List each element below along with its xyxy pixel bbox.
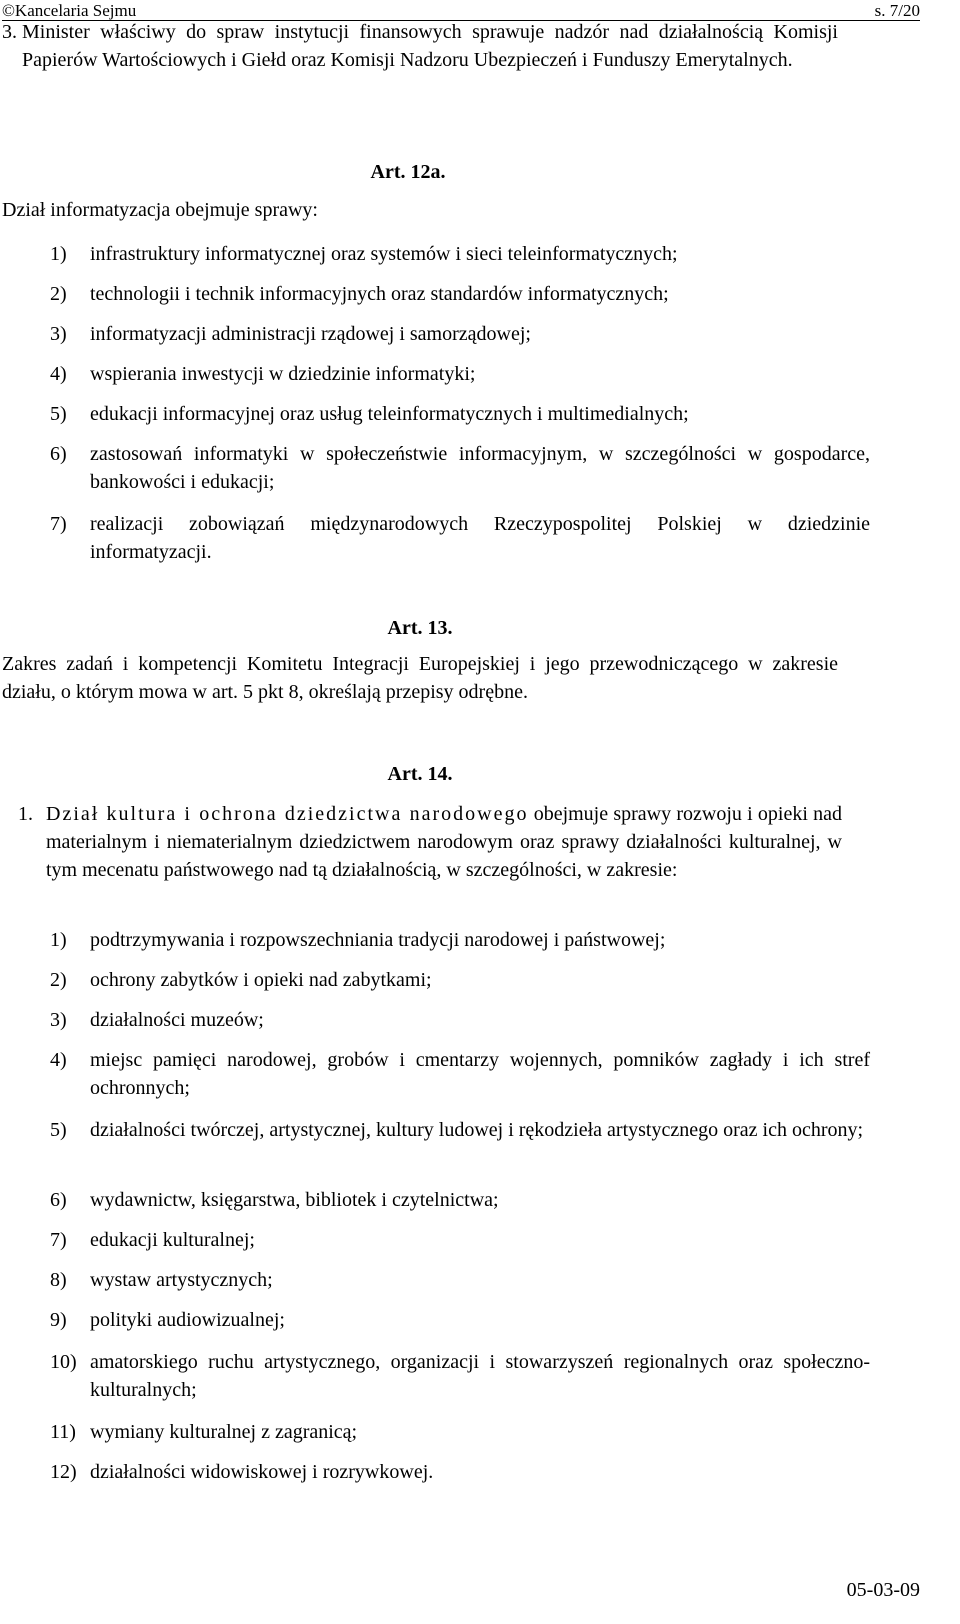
list-item-text: zastosowań informatyki w społeczeństwie informacyjnym, w szczególności w gospodarce, bankowości i edukacji; — [90, 443, 870, 493]
list-item-number: 11) — [50, 1421, 76, 1443]
intro-item-text: Minister właściwy do spraw instytucji finansowych sprawuje nadzór nad działalnością Komisji Papierów Wartościowych i Giełd oraz Komisji Nadzoru Ubezpieczeń i Funduszy Emerytalnych. — [22, 21, 838, 71]
list-item-text: edukacji informacyjnej oraz usług teleinformatycznych i multimedialnych; — [90, 403, 689, 425]
article-heading-14: Art. 14. — [387, 763, 453, 785]
list-item-text: polityki audiowizualnej; — [90, 1309, 285, 1331]
list-item-number: 8) — [50, 1269, 67, 1291]
header-page-number: s. 7/20 — [874, 1, 920, 20]
list-item-text: działalności twórczej, artystycznej, kultury ludowej i rękodzieła artystycznego oraz ich ochrony; — [90, 1119, 864, 1141]
list-item-number: 3) — [50, 323, 67, 345]
list-item-number: 4) — [50, 1049, 67, 1071]
list-item-number: 6) — [50, 443, 67, 465]
list-item-text: wydawnictw, księgarstwa, bibliotek i czytelnictwa; — [90, 1189, 499, 1211]
list-item-text: ochrony zabytków i opieki nad zabytkami; — [90, 969, 432, 991]
list-item-text: miejsc pamięci narodowej, grobów i cmentarzy wojennych, pomników zagłady i ich stref ochronnych; — [90, 1049, 870, 1099]
department-name: Dział kultura i ochrona dziedzictwa narodowego — [46, 803, 529, 825]
list-item-number: 7) — [50, 513, 67, 535]
article-heading-13: Art. 13. — [387, 617, 453, 639]
article-12a-lead: Dział informatyzacja obejmuje sprawy: — [2, 199, 318, 221]
list-item-text: podtrzymywania i rozpowszechniania tradycji narodowej i państwowej; — [90, 929, 666, 951]
list-item-number: 2) — [50, 283, 67, 305]
header-source: ©Kancelaria Sejmu — [2, 1, 137, 20]
list-item-text: informatyzacji administracji rządowej i samorządowej; — [90, 323, 531, 345]
list-item-text: realizacji zobowiązań międzynarodowych Rzeczypospolitej Polskiej w dziedzinie informatyzacji. — [90, 513, 870, 563]
intro-item-number: 3. — [2, 21, 17, 43]
paragraph-number: 1. — [18, 803, 33, 825]
paragraph-body — [46, 800, 842, 884]
list-item-number: 9) — [50, 1309, 67, 1331]
list-item-text: wspierania inwestycji w dziedzinie informatyki; — [90, 363, 476, 385]
article-heading-12a: Art. 12a. — [370, 161, 446, 183]
list-item-number: 1) — [50, 243, 67, 265]
list-item-number: 10) — [50, 1351, 77, 1373]
list-item-text: amatorskiego ruchu artystycznego, organizacji i stowarzyszeń regionalnych oraz społeczno-kulturalnych; — [90, 1351, 870, 1401]
paragraph-text: obejmuje sprawy rozwoju i opieki nad materialnym i niematerialnym dziedzictwem narodowym oraz sprawy działalności kulturalnej, w tym mecenatu państwowego nad tą działalnością, w szczególności, w zakresie: — [46, 803, 842, 881]
list-item-number: 2) — [50, 969, 67, 991]
footer-date: 05-03-09 — [846, 1579, 920, 1601]
list-item-number: 12) — [50, 1461, 77, 1483]
list-item-number: 1) — [50, 929, 67, 951]
list-item-text: wymiany kulturalnej z zagranicą; — [90, 1421, 358, 1443]
list-item-text: edukacji kulturalnej; — [90, 1229, 255, 1251]
list-item-text: działalności widowiskowej i rozrywkowej. — [90, 1461, 434, 1483]
list-item-text: infrastruktury informatycznej oraz systemów i sieci teleinformatycznych; — [90, 243, 678, 265]
list-item-number: 5) — [50, 1119, 67, 1141]
list-item-number: 5) — [50, 403, 67, 425]
list-item-number: 6) — [50, 1189, 67, 1211]
list-item-text: wystaw artystycznych; — [90, 1269, 273, 1291]
article-13-text: Zakres zadań i kompetencji Komitetu Integracji Europejskiej i jego przewodniczącego w zakresie działu, o którym mowa w art. 5 pkt 8, określają przepisy odrębne. — [2, 653, 838, 703]
list-item-text: technologii i technik informacyjnych oraz standardów informatycznych; — [90, 283, 669, 305]
list-item-number: 3) — [50, 1009, 67, 1031]
list-item-number: 4) — [50, 363, 67, 385]
list-item-number: 7) — [50, 1229, 67, 1251]
list-item-text: działalności muzeów; — [90, 1009, 264, 1031]
